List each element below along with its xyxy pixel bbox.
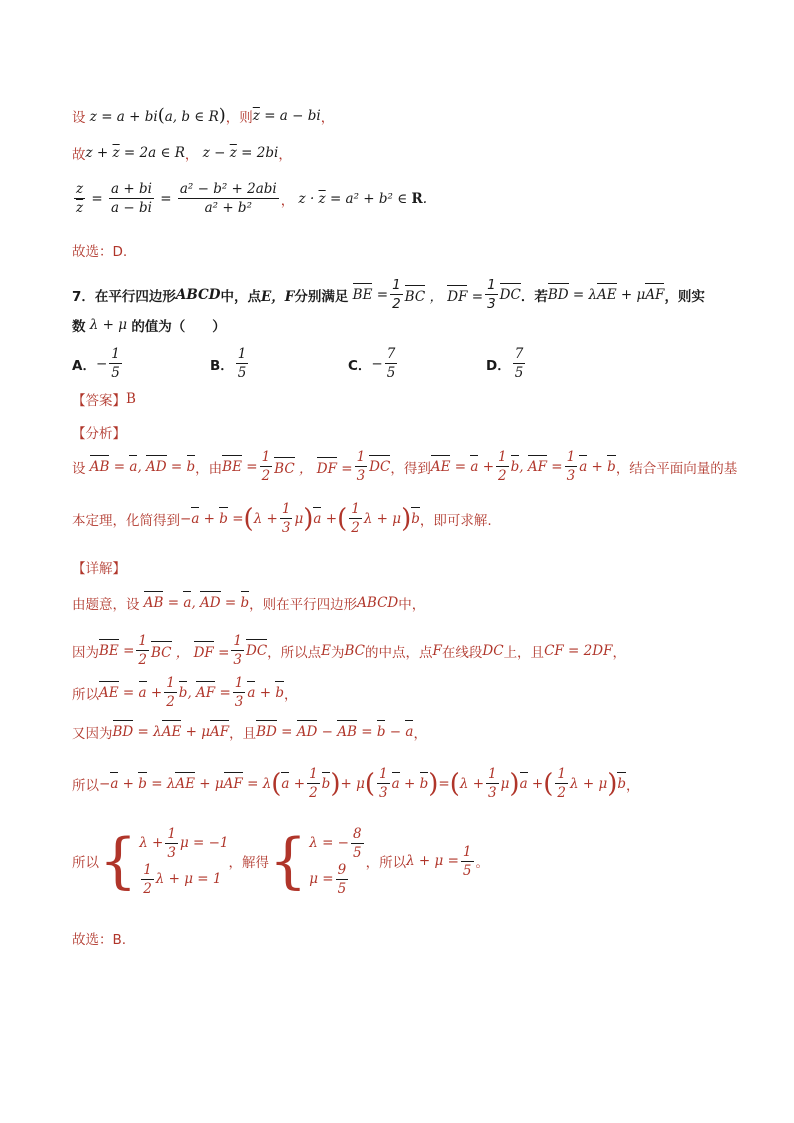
fraction: $\frac{\text{a² − b² + 2abi}}{\text{a² + b²}}$ [179, 181, 277, 216]
intro-math: $z + \overline{z} = 2a$ ∈ R [85, 145, 185, 161]
analysis-line-2: 本定理，化简得到 −a + b = ( λ + $\frac{1}{3}$ μ ) a + ( $\frac{1}{2}$ λ + μ ) b ，即可求解. [72, 501, 492, 536]
intro-math: z = a + bi(a, b ∈ R) [85, 105, 226, 126]
fraction: $\frac{z}{z}$ [76, 181, 84, 216]
detail-tag: 【详解】 [72, 561, 126, 577]
intro-math: $\overline{z} = a$ − bi [252, 108, 321, 124]
intro-choice: 故选：D. [72, 244, 128, 260]
option-fraction: $\frac{1}{5}$ [237, 346, 247, 381]
question-number: 7． [72, 288, 95, 305]
intro-math: $z \cdot \overline{z} = a^2 + b^2$ ∈ R. [294, 190, 428, 207]
intro-text: ， [278, 147, 292, 163]
equation-system-2: λ = − $\frac{8}{5}$ μ = $\frac{9}{5}$ [309, 825, 362, 897]
fraction: $\frac{a + bi}{a - bi}$ [111, 181, 152, 216]
detail-line-6: 所以 { λ + $\frac{1}{3}$ μ = −1 $\frac{1}{2}$ λ + μ = 1 ，解得 { λ = − $\frac{8}{5}$ μ = $\frac{9}{5}$ ，所以 λ + μ = $\frac{1}{5}$ 。 [72, 825, 489, 897]
detail-line-1: 由题意，设 AB = a, AD = b ，则在平行四边形 ABCD 中， [72, 595, 426, 613]
intro-text: ， [184, 147, 199, 163]
question-line-1: 7． 在平行四边形 ABCD 中，点 E，F 分别满足 BE = $\frac{1}{2}$ BC ， DF = $\frac{1}{3}$ DC ．若 BD = λAE + μAF ，则实 [72, 277, 705, 312]
intro-text: ， [320, 110, 335, 126]
detail-choice: 故选：B. [72, 932, 127, 948]
answer-tag: 【答案】 [72, 393, 126, 409]
intro-math: $z - \overline{z} = 2bi$ [198, 145, 279, 161]
option-d: D． $\frac{7}{5}$ [486, 346, 524, 381]
detail-line-5: 所以 −a + b = λAE + μAF = λ ( a + $\frac{1}{2}$ b ) + μ ( $\frac{1}{3}$ a + b ) = ( λ + $\frac{1}{3}$ μ ) a + ( $\frac{1}{2}$ λ + μ ) b ， [72, 766, 640, 801]
intro-text: ，则 [225, 110, 253, 126]
option-c: C． − $\frac{7}{5}$ [348, 346, 396, 381]
question-line-2: 数 λ + μ 的值为（ ） [72, 317, 226, 335]
detail-line-2: 因为 BE = $\frac{1}{2}$ BC ， DF = $\frac{1}{3}$ DC ，所以点 E 为 BC 的中点，点 F 在线段 DC 上，且 CF = 2DF ， [72, 633, 626, 668]
answer-line [72, 389, 136, 409]
detail-line-4: 又因为 BD = λAE + μAF ，且 BD = AD − AB = b − a ， [72, 724, 427, 742]
answer-value: B [126, 391, 136, 407]
intro-line-3: $\frac{z}{z}$ = $\frac{a + bi}{a - bi}$ = $\frac{\text{a² − b² + 2abi}}{\text{a² + b²}}$ ， $z \cdot \overline{z} = a^2 + b^2$ ∈ R. [76, 181, 428, 216]
equation-system-1: λ + $\frac{1}{3}$ μ = −1 $\frac{1}{2}$ λ + μ = 1 [139, 825, 229, 897]
option-b: B． $\frac{1}{5}$ [210, 346, 247, 381]
intro-text: 故 [72, 147, 86, 163]
analysis-tag: 【分析】 [72, 426, 126, 442]
detail-line-3: 所以 AE = a + $\frac{1}{2}$ b, AF = $\frac{1}{3}$ a + b ， [72, 675, 298, 710]
analysis-line-1: 设 AB = a, AD = b ，由 BE = $\frac{1}{2}$ BC ， DF = $\frac{1}{3}$ DC ，得到 AE = a + $\frac{1}{2}$ b, AF = $\frac{1}{3}$ a + b ，结合平面向量的基 [72, 449, 738, 484]
intro-line-1 [72, 106, 334, 126]
intro-line-2 [72, 143, 292, 163]
intro-text: 设 [72, 110, 86, 126]
option-fraction: $\frac{7}{5}$ [514, 346, 524, 381]
option-fraction: $\frac{7}{5}$ [386, 346, 396, 381]
option-a: A． − $\frac{1}{5}$ [72, 346, 120, 381]
option-fraction: $\frac{1}{5}$ [111, 346, 120, 381]
